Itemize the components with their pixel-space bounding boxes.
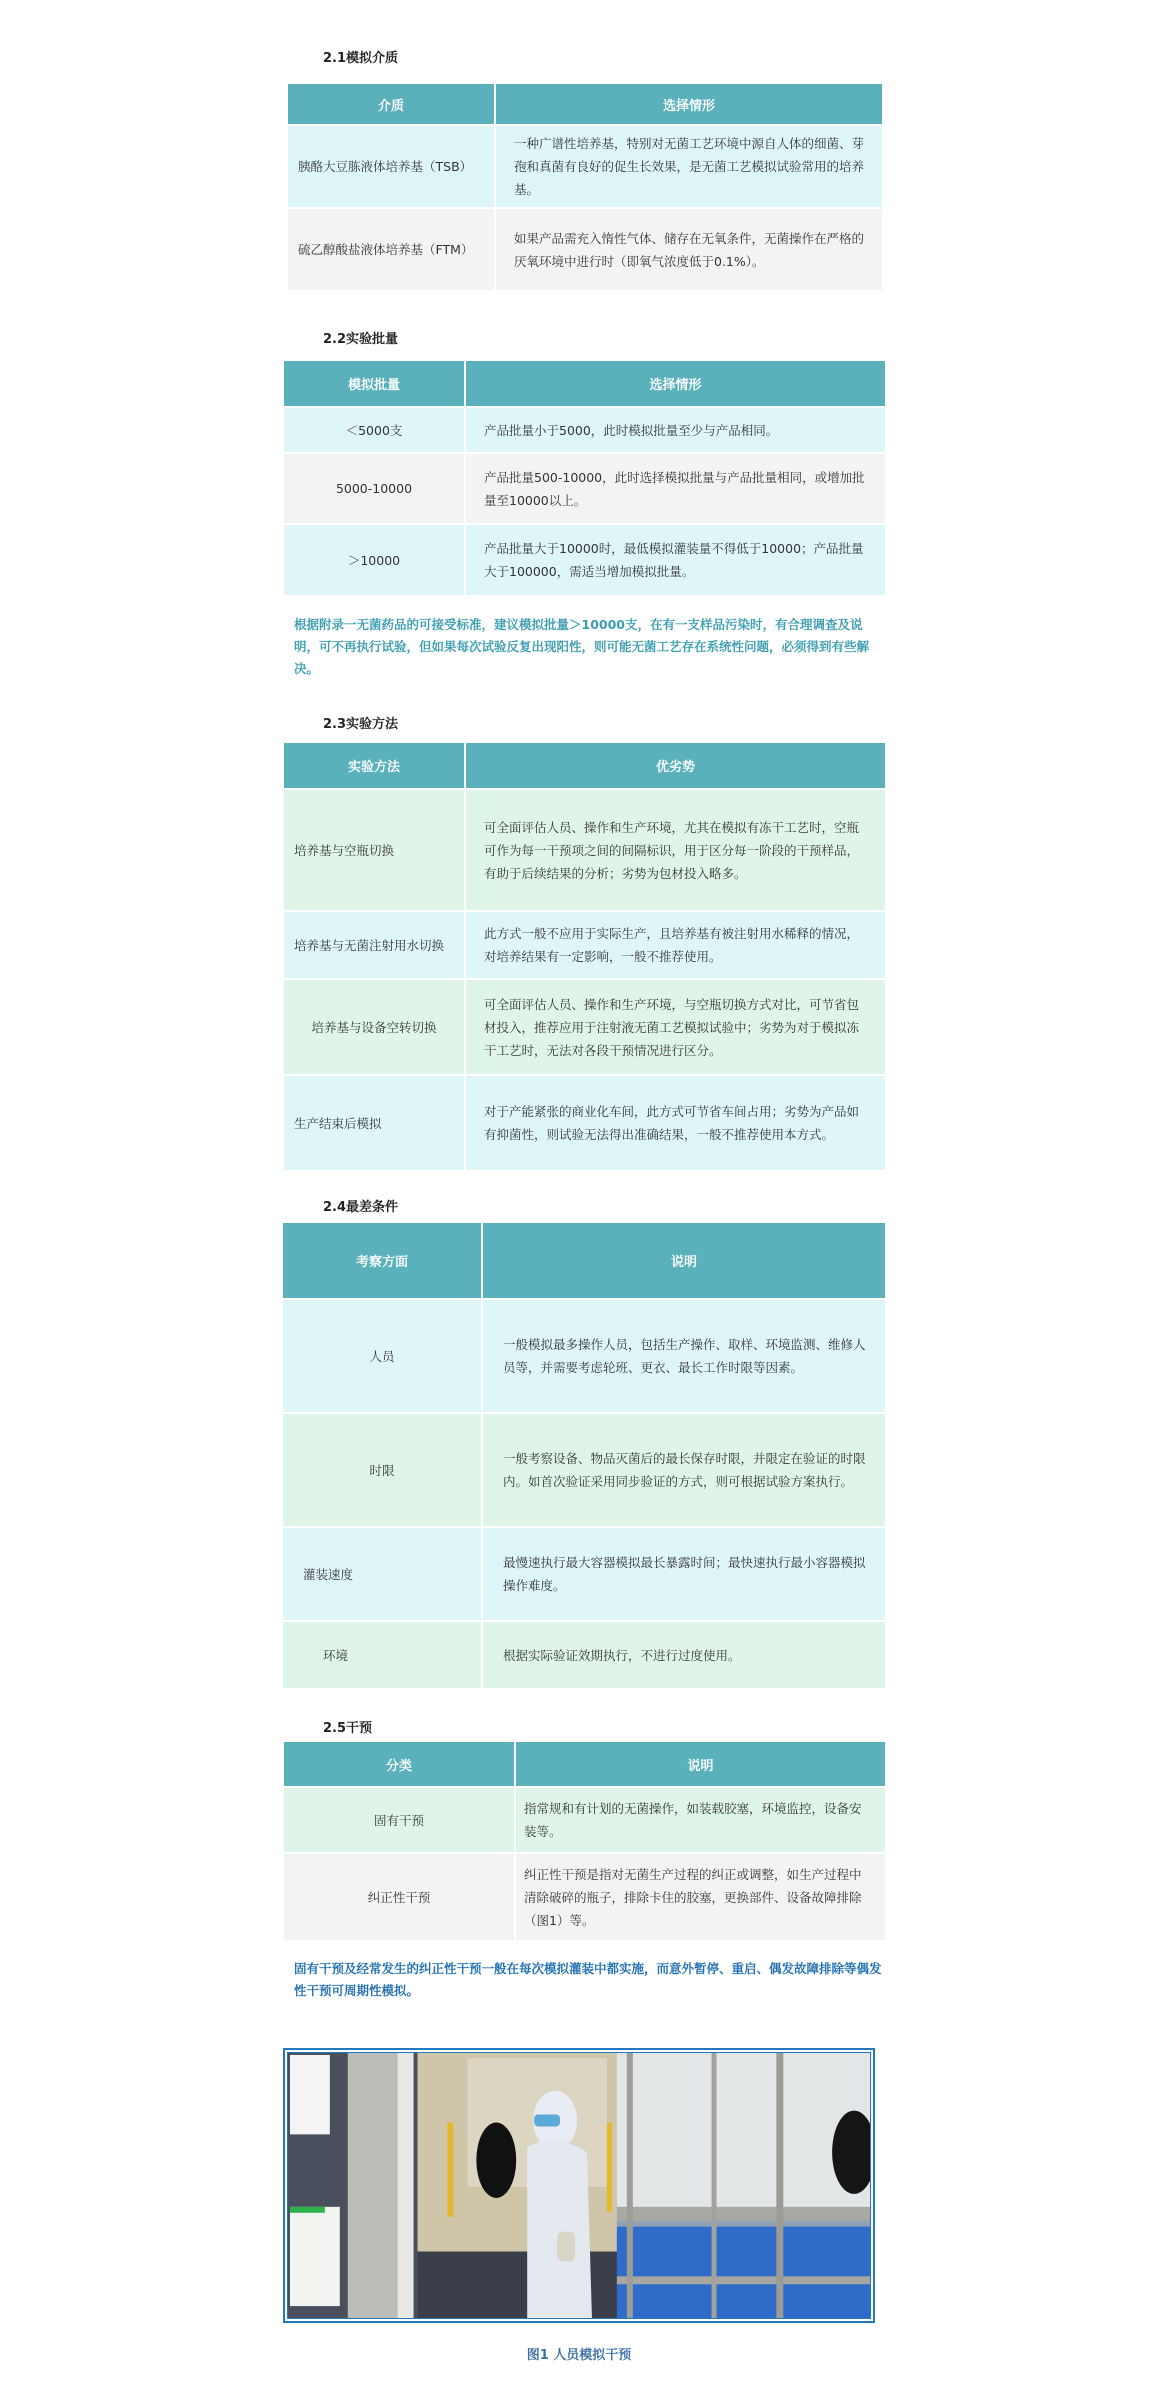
cell-method: 培养基与设备空转切换 xyxy=(284,980,464,1074)
cell-description: 根据实际验证效期执行，不进行过度使用。 xyxy=(483,1622,885,1688)
column-header-batch: 模拟批量 xyxy=(284,361,464,406)
table-row xyxy=(284,454,885,523)
table-row xyxy=(284,1788,885,1852)
table-row xyxy=(284,912,885,978)
cell-method: 培养基与空瓶切换 xyxy=(284,790,464,910)
cell-pros-cons: 此方式一般不应用于实际生产，且培养基有被注射用水稀释的情况，对培养结果有一定影响，一般不推荐使用。 xyxy=(466,912,885,978)
intervention-note: 固有干预及经常发生的纠正性干预一般在每次模拟灌装中都实施，而意外暂停、重启、偶发故障排除等偶发性干预可周期性模拟。 xyxy=(294,1961,882,1998)
section-heading-2-2: 2.2实验批量 xyxy=(323,332,399,347)
cell-selection: 如果产品需充入惰性气体、储存在无氧条件，无菌操作在严格的厌氧环境中进行时（即氧气浓度低于0.1%）。 xyxy=(496,209,882,290)
test-method-table xyxy=(282,741,887,1172)
column-header-medium: 介质 xyxy=(288,84,494,124)
cell-batch: ＜5000支 xyxy=(284,408,464,452)
cell-selection: 产品批量大于10000时，最低模拟灌装量不得低于10000；产品批量大于100000，需适当增加模拟批量。 xyxy=(466,525,885,595)
worst-case-table xyxy=(281,1221,887,1690)
section-heading-2-3: 2.3实验方法 xyxy=(323,717,399,732)
cell-category: 纠正性干预 xyxy=(284,1854,514,1940)
column-header-description: 说明 xyxy=(516,1742,885,1786)
section-heading-2-4: 2.4最差条件 xyxy=(323,1200,399,1215)
cell-method: 培养基与无菌注射用水切换 xyxy=(284,912,464,978)
table-row xyxy=(283,1622,885,1688)
table-row xyxy=(283,1300,885,1412)
cleanroom-photo-icon xyxy=(288,2053,870,2318)
cell-pros-cons: 可全面评估人员、操作和生产环境，尤其在模拟有冻干工艺时，空瓶可作为每一干预项之间的间隔标识，用于区分每一阶段的干预样品，有助于后续结果的分析；劣势为包材投入略多。 xyxy=(466,790,885,910)
table-row xyxy=(284,1854,885,1940)
cell-method: 生产结束后模拟 xyxy=(284,1076,464,1170)
cell-description: 最慢速执行最大容器模拟最长暴露时间；最快速执行最小容器模拟操作难度。 xyxy=(483,1528,885,1620)
table-row xyxy=(284,1076,885,1170)
table-row xyxy=(284,525,885,595)
table-row xyxy=(284,408,885,452)
cell-selection: 产品批量小于5000，此时模拟批量至少与产品相同。 xyxy=(466,408,885,452)
cell-category: 固有干预 xyxy=(284,1788,514,1852)
column-header-category: 分类 xyxy=(284,1742,514,1786)
cell-description: 一般考察设备、物品灭菌后的最长保存时限，并限定在验证的时限内。如首次验证采用同步验证的方式，则可根据试验方案执行。 xyxy=(483,1414,885,1526)
cell-aspect: 人员 xyxy=(283,1300,481,1412)
cell-aspect: 时限 xyxy=(283,1414,481,1526)
batch-size-note: 根据附录一无菌药品的可接受标准，建议模拟批量＞10000支，在有一支样品污染时，有合理调查及说明，可不再执行试验，但如果每次试验反复出现阳性，则可能无菌工艺存在系统性问题，必须得到有些解决。 xyxy=(294,617,870,676)
section-heading-2-5: 2.5干预 xyxy=(323,1721,373,1736)
figure-frame xyxy=(283,2048,875,2323)
cell-selection: 一种广谱性培养基，特别对无菌工艺环境中源自人体的细菌、芽孢和真菌有良好的促生长效果，是无菌工艺模拟试验常用的培养基。 xyxy=(496,126,882,207)
cell-selection: 产品批量500-10000，此时选择模拟批量与产品批量相同，或增加批量至10000以上。 xyxy=(466,454,885,523)
table-row xyxy=(288,209,882,290)
cell-aspect: 灌装速度 xyxy=(283,1528,481,1620)
cell-description: 指常规和有计划的无菌操作，如装载胶塞，环境监控，设备安装等。 xyxy=(516,1788,885,1852)
cell-pros-cons: 可全面评估人员、操作和生产环境，与空瓶切换方式对比，可节省包材投入，推荐应用于注射液无菌工艺模拟试验中；劣势为对于模拟冻干工艺时，无法对各段干预情况进行区分。 xyxy=(466,980,885,1074)
column-header-description: 说明 xyxy=(483,1223,885,1298)
cleanroom-photo xyxy=(287,2052,871,2319)
column-header-pros-cons: 优劣势 xyxy=(466,743,885,788)
cell-description: 纠正性干预是指对无菌生产过程的纠正或调整，如生产过程中清除破碎的瓶子，排除卡住的胶塞，更换部件、设备故障排除（图1）等。 xyxy=(516,1854,885,1940)
cell-batch: 5000-10000 xyxy=(284,454,464,523)
cell-batch: ＞10000 xyxy=(284,525,464,595)
table-row xyxy=(283,1528,885,1620)
table-row xyxy=(288,126,882,207)
column-header-aspect: 考察方面 xyxy=(283,1223,481,1298)
batch-size-table xyxy=(282,359,887,597)
column-header-method: 实验方法 xyxy=(284,743,464,788)
table-row xyxy=(283,1414,885,1526)
cell-medium: 硫乙醇酸盐液体培养基（FTM） xyxy=(288,209,494,290)
cell-description: 一般模拟最多操作人员，包括生产操作、取样、环境监测、维修人员等，并需要考虑轮班、更衣、最长工作时限等因素。 xyxy=(483,1300,885,1412)
section-heading-2-1: 2.1模拟介质 xyxy=(323,51,399,66)
table-row xyxy=(284,980,885,1074)
intervention-table xyxy=(282,1740,887,1942)
cell-medium: 胰酪大豆胨液体培养基（TSB） xyxy=(288,126,494,207)
table-row xyxy=(284,790,885,910)
cell-pros-cons: 对于产能紧张的商业化车间，此方式可节省车间占用；劣势为产品如有抑菌性，则试验无法得出准确结果，一般不推荐使用本方式。 xyxy=(466,1076,885,1170)
cell-aspect: 环境 xyxy=(283,1622,481,1688)
column-header-selection: 选择情形 xyxy=(496,84,882,124)
figure-caption: 图1 人员模拟干预 xyxy=(526,2348,632,2363)
media-table xyxy=(286,82,884,292)
column-header-selection: 选择情形 xyxy=(466,361,885,406)
